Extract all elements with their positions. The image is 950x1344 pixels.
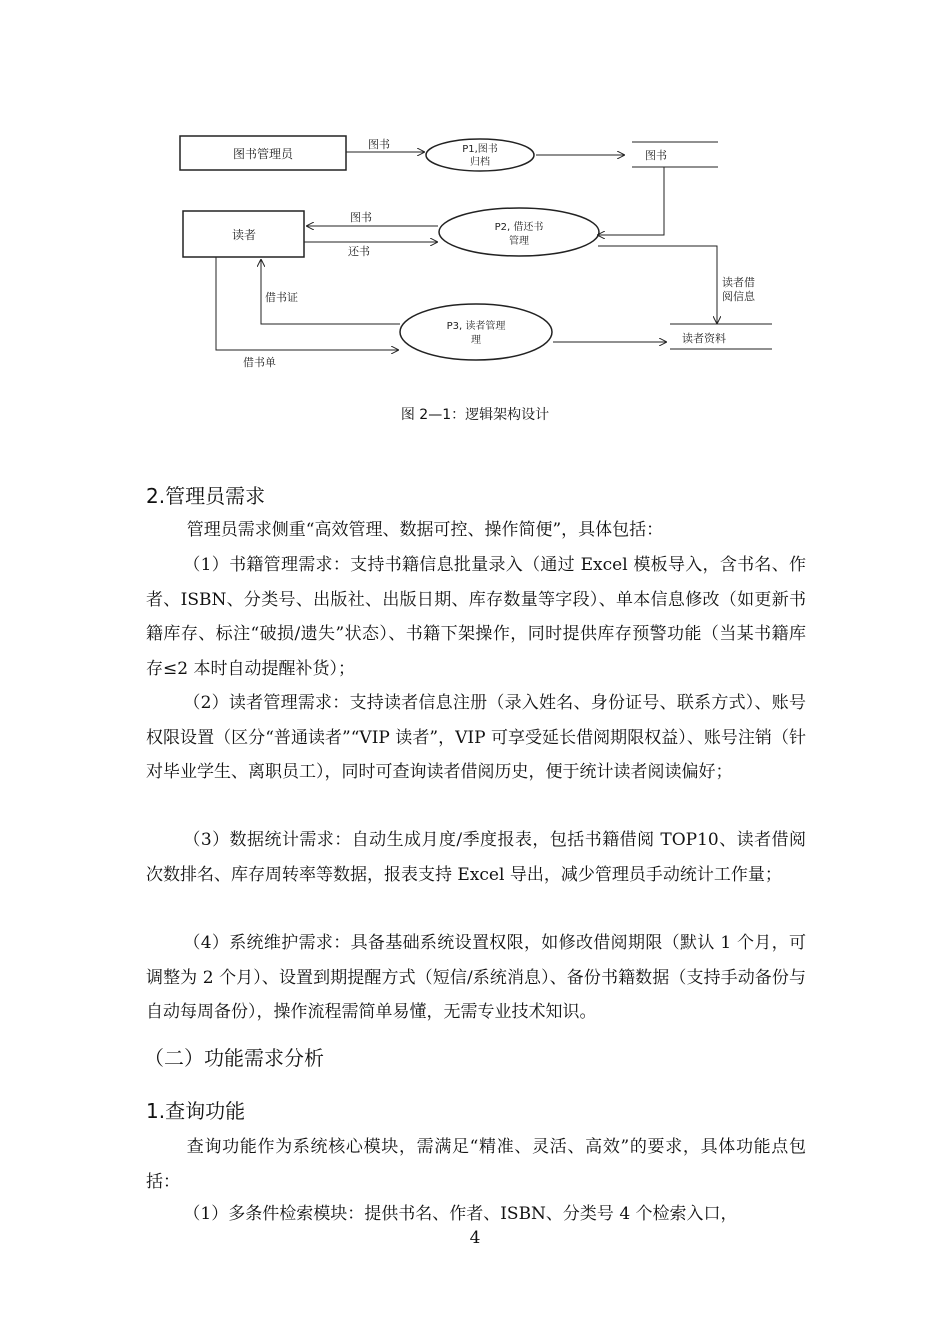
admin-needs-item-3: （3）数据统计需求：自动生成月度/季度报表，包括书籍借阅 TOP10、读者借阅次数排名、库存周转率等数据，报表支持 Excel 导出，减少管理员手动统计工作量； — [146, 830, 806, 885]
section-title-admin-needs: 2.管理员需求 — [146, 484, 266, 508]
query-item-1: （1）多条件检索模块：提供书名、作者、ISBN、分类号 4 个检索入口， — [183, 1204, 738, 1224]
admin-needs-item-1: （1）书籍管理需求：支持书籍信息批量录入（通过 Excel 模板导入，含书名、作者、ISBN、分类号、出版社、出版日期、库存数量等字段）、单本信息修改（如更新书籍库存、标注“破损/遗失”状态）、书籍下架操作，同时提供库存预警功能（当某书籍库存≤2 本时自动提醒补货）； — [146, 555, 806, 679]
flow-borrow-info-line1: 读者借 — [722, 276, 755, 289]
section-title-query-function: 1.查询功能 — [146, 1099, 246, 1123]
store-books-label: 图书 — [645, 149, 667, 162]
flow-card-label: 借书证 — [265, 291, 298, 304]
query-intro: 查询功能作为系统核心模块，需满足“精准、灵活、高效”的要求，具体功能点包括： — [146, 1137, 806, 1192]
admin-needs-item-2: （2）读者管理需求：支持读者信息注册（录入姓名、身份证号、联系方式）、账号权限设置（区分“普通读者”“VIP 读者”，VIP 可享受延长借阅期限权益）、账号注销（针对毕业学生、离职员工），同时可查询读者借阅历史，便于统计读者阅读偏好； — [146, 693, 806, 782]
section-title-functional-analysis: （二）功能需求分析 — [144, 1046, 324, 1070]
flow-borrow-info-line2: 阅信息 — [722, 290, 755, 303]
process-p3 — [400, 304, 552, 360]
flow-reader-p3-slip — [216, 257, 398, 350]
p2-label-line2: 管理 — [509, 236, 529, 247]
store-readers-label: 读者资料 — [682, 332, 726, 345]
flow-p2-readerstore — [598, 246, 717, 323]
p1-label-line1: P1,图书 — [462, 144, 498, 155]
flow-store-p2 — [598, 167, 664, 235]
p1-label-line2: 归档 — [470, 157, 490, 168]
reader-label: 读者 — [231, 228, 257, 242]
librarian-label: 图书管理员 — [232, 147, 294, 161]
flow-return-label: 还书 — [348, 245, 370, 258]
p2-label-line1: P2, 借还书 — [494, 222, 544, 233]
p3-label-line1: P3, 读者管理 — [446, 321, 506, 332]
admin-needs-item-4: （4）系统维护需求：具备基础系统设置权限，如修改借阅期限（默认 1 个月，可调整为 2 个月）、设置到期提醒方式（短信/系统消息）、备份书籍数据（支持手动备份与自动每周备份），操作流程需简单易懂，无需专业技术知识。 — [146, 933, 806, 1022]
logic-architecture-diagram — [140, 118, 800, 380]
page-number: 4 — [469, 1228, 481, 1248]
admin-needs-intro: 管理员需求侧重“高效管理、数据可控、操作简便”，具体包括： — [186, 520, 664, 540]
flow-book-out-label: 图书 — [350, 211, 372, 224]
flow-slip-label: 借书单 — [243, 356, 276, 369]
figure-caption: 图 2—1：逻辑架构设计 — [400, 407, 550, 423]
flow-book-in-label: 图书 — [368, 138, 390, 151]
p3-label-line2: 理 — [471, 335, 481, 346]
